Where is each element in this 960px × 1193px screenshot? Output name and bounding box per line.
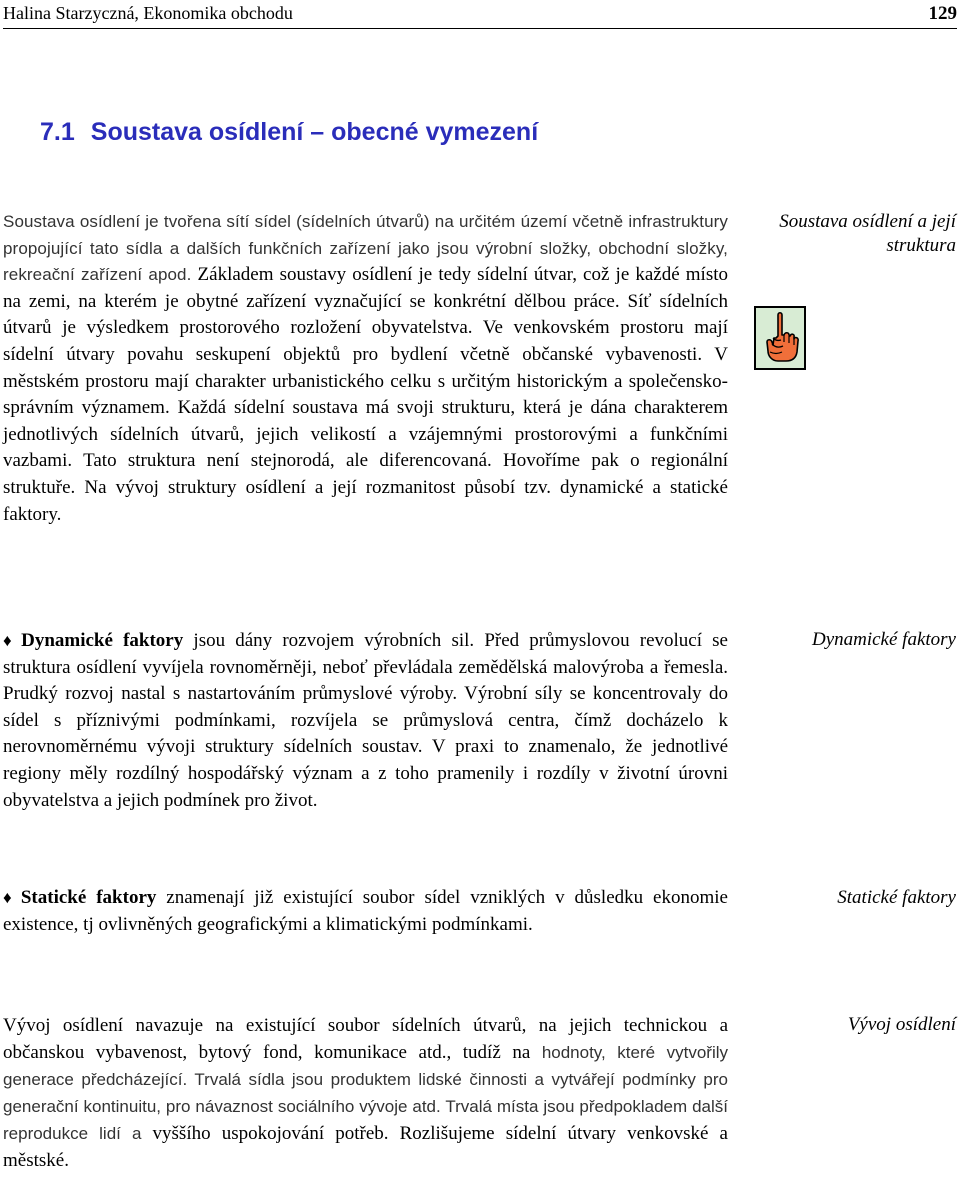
margin-note-development: Vývoj osídlení — [847, 1014, 956, 1035]
term-static-factors: Statické faktory — [20, 887, 157, 908]
diamond-bullet-icon: ♦ — [3, 631, 18, 650]
margin-note-dynamic: Dynamické faktory — [811, 629, 956, 650]
paragraph-development-sans: hodnoty, které vytvořily generace předcházející. Trvalá sídla jsou produktem lidské činnosti a vytvářejí podmínky pro generační kontinuitu, pro návaznost sociálního vývoje atd. Trvalá místa jsou předpokladem další reprodukce lidí a — [3, 1043, 729, 1143]
page-header — [3, 0, 957, 29]
diamond-bullet-icon: ♦ — [3, 888, 17, 907]
paragraph-static-factors — [3, 885, 728, 938]
section-number: 7.1 — [40, 118, 75, 146]
paragraph-dynamic-text: jsou dány rozvojem výrobních sil. Před průmyslovou revolucí se struktura osídlení vyvíjela rovnoměrněji, neboť převládala zemědělská malovýroba a řemesla. Prudký rozvoj nastal s nastartováním průmyslové výroby. Výrobní síly se koncentrovaly do sídel s příznivými podmínkami, rozvíjela se průmyslová centra, čímž docházelo k nerovnoměrnému vývoji struktury sídelních soustav. V praxi to znamenalo, že jednotlivé regiony měly rozdílný hospodářský význam a z toho pramenily i rozdíly v životní úrovni obyvatelstva a jejich podmínek pro život. — [3, 630, 728, 811]
paragraph-development — [3, 1012, 728, 1174]
paragraph-intro-sans: Soustava osídlení je tvořena sítí sídel (sídelních útvarů) na určitém území včetně infrastruktury propojující tato sídla a dalších funkčních zařízení jako jsou výrobní složky, obchodní složky, rekreační zařízení apod. — [3, 212, 728, 285]
term-dynamic-factors: Dynamické faktory — [21, 630, 184, 651]
paragraph-dynamic-factors — [3, 628, 728, 814]
header-author: Halina Starzyczná, Ekonomika obchodu — [3, 3, 293, 23]
margin-note-soustava: Soustava osídlení a její struktura — [779, 211, 956, 256]
section-heading — [40, 118, 538, 147]
pointing-hand-icon — [754, 306, 806, 370]
paragraph-intro-serif: Základem soustavy osídlení je tedy sídelní útvar, což je každé místo na zemi, na kterém je obytné zařízení vyznačující se konkrétní dělbou práce. Síť sídelních útvarů je výsledkem prostorového rozložení obyvatelstva. Ve venkovském prostoru mají sídelní útvary povahu seskupení objektů pro bydlení včetně občanské vybavenosti. V městském prostoru mají charakter urbanistického celku s určitým historickým a společensko-správním významem. Každá sídelní soustava má svoji strukturu, která je dána charakterem jednotlivých sídelních útvarů, jejich velikostí a vzájemnými prostorovými a funkčními vazbami. Tato struktura není stejnorodá, ale diferencovaná. Hovoříme pak o regionální struktuře. Na vývoj struktury osídlení a její rozmanitost působí tzv. dynamické a statické faktory. — [3, 264, 728, 525]
paragraph-static-text: znamenají již existující soubor sídel vzniklých v důsledku ekonomie existence, tj ovlivněných geografickými a klimatickými podmínkami. — [3, 887, 728, 935]
paragraph-development-serif: Vývoj osídlení navazuje na existující soubor sídelních útvarů, na jejich technickou a občanskou vybavenost, bytový fond, komunikace atd., tudíž na — [3, 1015, 728, 1063]
page-number: 129 — [928, 3, 957, 24]
section-title: Soustava osídlení – obecné vymezení — [90, 118, 539, 146]
margin-note-static: Statické faktory — [837, 887, 956, 908]
paragraph-development-tail: vyššího uspokojování potřeb. Rozlišujeme sídelní útvary venkovské a městské. — [3, 1123, 728, 1171]
paragraph-intro — [3, 209, 728, 528]
